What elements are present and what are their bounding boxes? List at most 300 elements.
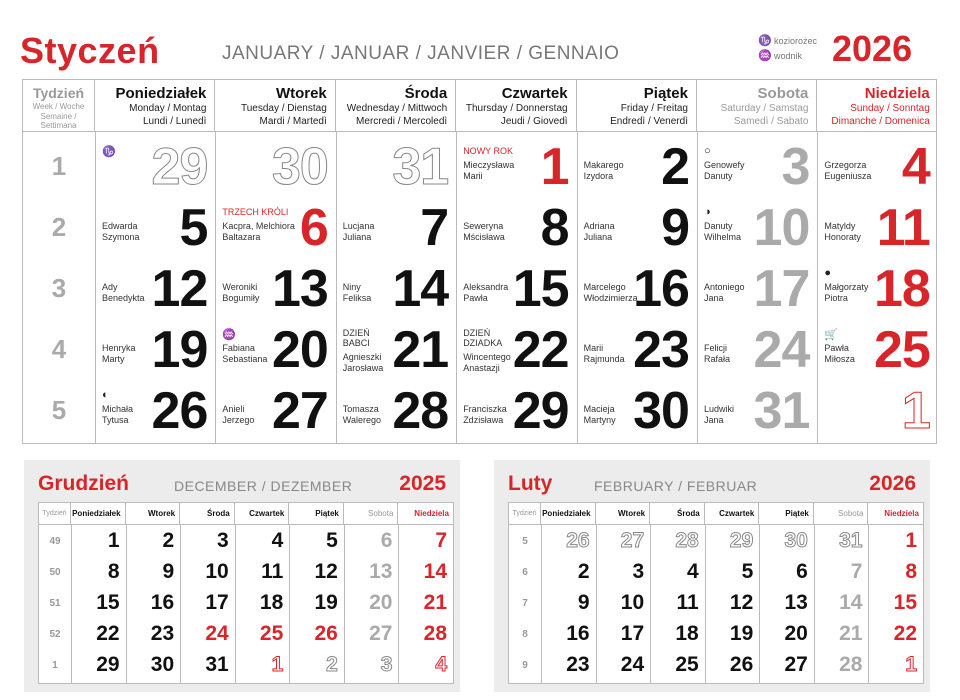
mini-day-number: 5 bbox=[326, 529, 338, 552]
full-moon-icon: ● bbox=[824, 267, 832, 279]
name-day-names bbox=[584, 221, 615, 243]
day-cell bbox=[456, 137, 576, 197]
weekday-translation: Samedì / Sabato bbox=[733, 116, 809, 127]
name-day-names bbox=[222, 404, 254, 426]
name-day-names bbox=[343, 352, 384, 374]
mini-day-number: 20 bbox=[369, 591, 393, 614]
mini-day-number: 20 bbox=[784, 622, 808, 645]
day-number: 31 bbox=[753, 382, 810, 440]
name-day: Marty bbox=[102, 354, 125, 364]
day-cell bbox=[456, 320, 576, 380]
day-cell bbox=[817, 320, 937, 380]
mini-week-number: 7 bbox=[522, 598, 528, 609]
name-day-names bbox=[704, 282, 745, 304]
day-number: 2 bbox=[661, 138, 689, 196]
day-number: 10 bbox=[753, 199, 810, 257]
mini-day-number: 3 bbox=[217, 529, 229, 552]
weekday-translation: Saturday / Samstag bbox=[720, 103, 809, 114]
day-number: 30 bbox=[271, 138, 328, 196]
mini-calendar-february bbox=[494, 460, 930, 692]
week-number: 2 bbox=[51, 212, 67, 242]
day-cell bbox=[95, 381, 215, 441]
mini-day-number: 25 bbox=[675, 653, 699, 676]
mini-day-number: 31 bbox=[839, 529, 863, 552]
name-day-names bbox=[824, 343, 855, 365]
mini-day-number: 6 bbox=[796, 560, 808, 583]
event-text: DZIEŃ bbox=[342, 328, 370, 338]
day-cell bbox=[215, 381, 335, 441]
mini-day-number: 14 bbox=[423, 560, 447, 583]
mini-calendar-table bbox=[508, 502, 924, 684]
day-cell bbox=[215, 137, 335, 197]
mini-day-number: 13 bbox=[369, 560, 393, 583]
mini-day-number: 9 bbox=[162, 560, 175, 583]
day-cell bbox=[697, 320, 817, 380]
name-day: Marii bbox=[583, 343, 604, 353]
mini-day-number: 23 bbox=[150, 622, 175, 645]
mini-day-number: 22 bbox=[893, 622, 917, 645]
mini-day-number: 26 bbox=[566, 529, 590, 552]
name-day: Mścisława bbox=[463, 232, 505, 242]
weekday-name: Środa bbox=[404, 85, 448, 102]
name-day-names bbox=[463, 282, 508, 304]
mini-day-number: 21 bbox=[839, 622, 863, 645]
mini-month-translations: DECEMBER / DEZEMBER bbox=[174, 478, 353, 494]
mini-day-number: 4 bbox=[271, 529, 284, 552]
day-cell bbox=[336, 320, 456, 380]
event-label bbox=[463, 328, 502, 348]
weekday-name: Niedziela bbox=[864, 85, 930, 102]
name-day-names bbox=[222, 221, 295, 243]
mini-day-number: 7 bbox=[435, 529, 447, 552]
weekday-translation: Endredì / Venerdì bbox=[610, 116, 688, 127]
weekday-translation: Lundi / Lunedì bbox=[143, 116, 207, 127]
mini-day-number: 30 bbox=[784, 529, 808, 552]
weekday-header-sobota bbox=[697, 80, 817, 131]
mini-day-number: 28 bbox=[675, 529, 699, 552]
aquarius-icon: ♒ bbox=[758, 50, 772, 62]
day-number: 25 bbox=[873, 321, 930, 379]
name-day-names bbox=[824, 282, 868, 304]
mini-week-number: 51 bbox=[49, 598, 61, 609]
mini-day-number: 31 bbox=[205, 653, 229, 676]
name-day: Anastazji bbox=[463, 363, 500, 373]
day-cell bbox=[817, 137, 937, 197]
name-day: Jerzego bbox=[222, 415, 255, 425]
month-grid bbox=[22, 79, 937, 444]
mini-weekday-header: Wtorek bbox=[126, 503, 181, 525]
name-day: Henryka bbox=[102, 343, 136, 353]
weekday-translation: Dimanche / Domenica bbox=[831, 116, 930, 127]
mini-day-number: 16 bbox=[150, 591, 175, 614]
day-cell bbox=[95, 320, 215, 380]
day-number: 4 bbox=[901, 138, 930, 196]
mini-week-number: 8 bbox=[522, 629, 528, 640]
name-day: Ady bbox=[102, 282, 118, 292]
day-number: 12 bbox=[151, 260, 208, 318]
name-day: Jana bbox=[704, 293, 724, 303]
mini-day-number: 17 bbox=[620, 622, 645, 645]
day-cell bbox=[697, 259, 817, 319]
zodiac-label: koziorożec bbox=[774, 36, 818, 46]
name-day: Martyny bbox=[583, 415, 616, 425]
weekday-translation: Mercredi / Mercoledì bbox=[356, 116, 448, 127]
zodiac-label: wodnik bbox=[774, 51, 803, 61]
day-number: 1 bbox=[540, 138, 569, 196]
mini-weekday-header: Poniedziałek bbox=[541, 503, 596, 525]
mini-day-number: 8 bbox=[107, 560, 120, 583]
mini-day-number: 10 bbox=[620, 591, 645, 614]
mini-day-number: 18 bbox=[259, 591, 284, 614]
event-label bbox=[343, 328, 370, 348]
mini-weekday-header: Środa bbox=[650, 503, 705, 525]
day-number: 17 bbox=[753, 260, 810, 318]
day-number: 9 bbox=[661, 199, 689, 257]
name-day-names bbox=[824, 221, 861, 243]
day-number: 6 bbox=[299, 199, 328, 257]
day-number: 3 bbox=[781, 138, 810, 196]
last-quarter-moon-icon: ◐ bbox=[102, 389, 109, 401]
name-day: Kacpra, Melchiora bbox=[222, 221, 295, 231]
name-day: Niny bbox=[342, 282, 361, 292]
name-day: Rafała bbox=[704, 354, 731, 364]
day-number: 31 bbox=[392, 138, 449, 196]
weekday-header-środa bbox=[336, 80, 456, 131]
day-cell bbox=[336, 259, 456, 319]
mini-day-number: 6 bbox=[380, 529, 393, 552]
mini-day-number: 7 bbox=[850, 560, 863, 583]
day-cell bbox=[697, 137, 817, 197]
mini-day-number: 26 bbox=[729, 653, 754, 676]
name-day-names bbox=[704, 343, 730, 365]
mini-day-number: 27 bbox=[784, 653, 808, 676]
day-cell bbox=[817, 259, 937, 319]
day-number: 19 bbox=[151, 321, 208, 379]
weekday-translation: Thursday / Donnerstag bbox=[465, 103, 568, 114]
day-number: 29 bbox=[151, 138, 208, 196]
mini-day-number: 1 bbox=[905, 529, 917, 552]
day-cell bbox=[577, 320, 697, 380]
weekday-translation: Friday / Freitag bbox=[620, 103, 688, 114]
day-cell bbox=[697, 381, 817, 441]
name-day: Ludwiki bbox=[704, 404, 735, 414]
day-cell bbox=[577, 198, 697, 258]
name-day: Wincentego bbox=[463, 352, 511, 362]
name-day: Izydora bbox=[583, 171, 614, 181]
weekday-header-week bbox=[23, 80, 95, 131]
event-text: DZIADKA bbox=[463, 338, 503, 348]
mini-weekday-header: Piątek bbox=[759, 503, 814, 525]
mini-day-number: 14 bbox=[839, 591, 863, 614]
day-number: 7 bbox=[420, 199, 449, 257]
mini-day-number: 8 bbox=[905, 560, 917, 583]
weekday-header-niedziela bbox=[817, 80, 937, 131]
name-day: Benedykta bbox=[102, 293, 145, 303]
weekday-translation: Jeudi / Giovedì bbox=[500, 116, 568, 127]
name-day: Franciszka bbox=[463, 404, 507, 414]
shopping-cart-icon: 🛒 bbox=[824, 329, 839, 341]
day-cell bbox=[336, 137, 456, 197]
mini-week-number: 9 bbox=[522, 660, 528, 671]
day-number: 29 bbox=[512, 382, 569, 440]
name-day: Eugeniusza bbox=[824, 171, 872, 181]
weekday-name: Sobota bbox=[757, 85, 809, 102]
day-number: 26 bbox=[151, 382, 208, 440]
mini-week-number: 50 bbox=[49, 567, 61, 578]
day-cell bbox=[456, 259, 576, 319]
day-number: 14 bbox=[392, 260, 449, 318]
mini-weekday-header: Piątek bbox=[289, 503, 344, 525]
name-day-names bbox=[102, 343, 136, 365]
name-day: Danuty bbox=[704, 171, 733, 181]
name-day: Edwarda bbox=[102, 221, 138, 231]
name-day: Marcelego bbox=[583, 282, 626, 292]
name-day-names bbox=[704, 404, 734, 426]
mini-day-number: 11 bbox=[261, 560, 284, 583]
mini-day-number: 24 bbox=[205, 622, 229, 645]
mini-weekday-header: Wtorek bbox=[596, 503, 651, 525]
day-number: 18 bbox=[873, 260, 930, 318]
mini-month-title: Grudzień bbox=[38, 472, 130, 495]
weekday-name: Czwartek bbox=[501, 85, 568, 102]
capricorn-icon: ♑ bbox=[758, 35, 772, 47]
mini-day-number: 4 bbox=[435, 653, 447, 676]
name-day: Antoniego bbox=[704, 282, 745, 292]
day-cell bbox=[215, 320, 335, 380]
day-cell bbox=[456, 381, 576, 441]
mini-day-number: 1 bbox=[107, 529, 120, 552]
mini-weekday-header: Sobota bbox=[814, 503, 869, 525]
name-day-names bbox=[584, 282, 638, 304]
name-day-names bbox=[222, 282, 259, 304]
mini-day-number: 23 bbox=[566, 653, 590, 676]
mini-day-number: 15 bbox=[893, 591, 917, 614]
day-number: 15 bbox=[512, 260, 569, 318]
name-day: Tomasza bbox=[342, 404, 379, 414]
mini-day-number: 15 bbox=[96, 591, 120, 614]
first-quarter-moon-icon: ◑ bbox=[704, 206, 711, 218]
name-day-names bbox=[584, 343, 625, 365]
name-day: Włodzimierza bbox=[583, 293, 638, 303]
name-day-names bbox=[704, 221, 741, 243]
day-number: 22 bbox=[512, 321, 569, 379]
name-day: Michała bbox=[102, 404, 134, 414]
mini-calendar-december bbox=[24, 460, 460, 692]
holiday-label: NOWY ROK bbox=[463, 146, 514, 156]
day-cell bbox=[336, 381, 456, 441]
holiday-label: TRZECH KRÓLI bbox=[222, 207, 289, 217]
name-day: Małgorzaty bbox=[824, 282, 869, 292]
mini-day-number: 5 bbox=[741, 560, 754, 583]
mini-weekday-header: Niedziela bbox=[398, 503, 453, 525]
name-day: Feliksa bbox=[342, 293, 372, 303]
day-number: 23 bbox=[633, 321, 689, 379]
weekday-header-row bbox=[23, 80, 936, 132]
name-day: Lucjana bbox=[342, 221, 375, 231]
day-cell bbox=[456, 198, 576, 258]
day-cell bbox=[577, 381, 697, 441]
mini-day-number: 1 bbox=[905, 653, 917, 676]
weekday-header-piątek bbox=[577, 80, 697, 131]
zodiac-aquarius bbox=[758, 49, 817, 64]
name-day: Anieli bbox=[222, 404, 245, 414]
name-day: Pawła bbox=[824, 343, 849, 353]
name-day: Jana bbox=[704, 415, 724, 425]
mini-day-number: 2 bbox=[162, 529, 175, 552]
name-day: Macieja bbox=[583, 404, 615, 414]
name-day: Juliana bbox=[583, 232, 613, 242]
name-day-names bbox=[463, 404, 507, 426]
mini-week-number: 52 bbox=[49, 629, 61, 640]
mini-day-number: 18 bbox=[675, 622, 699, 645]
week-number: 4 bbox=[51, 334, 67, 364]
name-day: Jarosława bbox=[342, 363, 384, 373]
mini-week-number: 49 bbox=[49, 536, 61, 547]
name-day: Grzegorza bbox=[824, 160, 867, 170]
mini-day-number: 12 bbox=[729, 591, 754, 614]
name-day: Adriana bbox=[583, 221, 615, 231]
name-day: Fabiana bbox=[222, 343, 255, 353]
name-day: Wilhelma bbox=[704, 232, 742, 242]
day-cell bbox=[697, 198, 817, 258]
mini-day-number: 28 bbox=[839, 653, 863, 676]
name-day-names bbox=[584, 404, 616, 426]
mini-day-number: 1 bbox=[271, 653, 284, 676]
day-number: 21 bbox=[392, 321, 449, 379]
event-text: BABCI bbox=[342, 338, 370, 348]
mini-day-number: 24 bbox=[620, 653, 645, 676]
zodiac-legend bbox=[758, 34, 817, 64]
mini-day-number: 10 bbox=[205, 560, 229, 583]
mini-day-number: 25 bbox=[259, 622, 284, 645]
zodiac-capricorn bbox=[758, 34, 817, 49]
name-day-names bbox=[704, 160, 745, 182]
event-text: DZIEŃ bbox=[463, 328, 491, 338]
day-number: 27 bbox=[271, 382, 328, 440]
weekday-name: Poniedziałek bbox=[115, 85, 207, 102]
day-number: 5 bbox=[179, 199, 208, 257]
new-moon-icon: ○ bbox=[704, 145, 711, 157]
mini-week-number: 1 bbox=[52, 660, 58, 671]
mini-day-number: 12 bbox=[314, 560, 338, 583]
mini-day-number: 19 bbox=[729, 622, 754, 645]
name-day: Matyldy bbox=[824, 221, 856, 231]
mini-weekday-header: Czwartek bbox=[235, 503, 290, 525]
mini-day-number: 4 bbox=[687, 560, 699, 583]
mini-day-number: 17 bbox=[205, 591, 229, 614]
name-day: Danuty bbox=[704, 221, 733, 231]
day-number: 24 bbox=[753, 321, 810, 379]
day-cell bbox=[817, 198, 937, 258]
mini-day-number: 26 bbox=[314, 622, 338, 645]
mini-month-translations: FEBRUARY / FEBRUAR bbox=[594, 478, 758, 494]
name-day-names bbox=[824, 160, 871, 182]
weekday-translation: Semaine / Settimana bbox=[40, 112, 77, 130]
day-number: 28 bbox=[392, 382, 449, 440]
mini-month-title: Luty bbox=[508, 472, 553, 495]
weekday-name: Tydzień bbox=[32, 85, 85, 101]
name-day: Rajmunda bbox=[583, 354, 625, 364]
week-number: 5 bbox=[51, 395, 67, 425]
day-number: 20 bbox=[271, 321, 328, 379]
day-number: 11 bbox=[876, 199, 930, 257]
mini-weekday-header: Czwartek bbox=[705, 503, 760, 525]
name-day: Szymona bbox=[102, 232, 140, 242]
name-day: Bogumiły bbox=[222, 293, 260, 303]
mini-day-number: 30 bbox=[150, 653, 175, 676]
month-title: Styczeń bbox=[20, 30, 160, 71]
name-day: Honoraty bbox=[824, 232, 861, 242]
day-cell bbox=[577, 137, 697, 197]
day-cell bbox=[215, 198, 335, 258]
aquarius-icon: ♒ bbox=[222, 329, 237, 341]
weekday-header-czwartek bbox=[456, 80, 576, 131]
name-day-names bbox=[584, 160, 624, 182]
mini-weekday-header: Środa bbox=[180, 503, 235, 525]
year-title: 2026 bbox=[832, 28, 913, 69]
name-day-names bbox=[222, 343, 267, 365]
day-number: 8 bbox=[540, 199, 569, 257]
mini-day-number: 21 bbox=[423, 591, 447, 614]
weekday-translation: Monday / Montag bbox=[129, 103, 207, 114]
mini-day-number: 28 bbox=[423, 622, 447, 645]
name-day-names bbox=[343, 282, 372, 304]
mini-day-number: 2 bbox=[326, 653, 338, 676]
weekday-name: Wtorek bbox=[275, 85, 327, 102]
mini-year: 2026 bbox=[869, 472, 916, 495]
name-day: Zdzisława bbox=[463, 415, 504, 425]
day-cell bbox=[336, 198, 456, 258]
name-day: Aleksandra bbox=[463, 282, 509, 292]
mini-day-number: 16 bbox=[566, 622, 590, 645]
name-day-names bbox=[102, 221, 140, 243]
mini-weekday-header: Tydzień bbox=[39, 503, 71, 525]
mini-day-number: 13 bbox=[784, 591, 808, 614]
month-translations: JANUARY / JANUAR / JANVIER / GENNAIO bbox=[222, 43, 620, 64]
name-day: Weroniki bbox=[222, 282, 258, 292]
weekday-header-poniedziałek bbox=[95, 80, 215, 131]
name-day: Marii bbox=[463, 171, 483, 181]
name-day-names bbox=[343, 404, 381, 426]
mini-day-number: 19 bbox=[314, 591, 338, 614]
weekday-header-wtorek bbox=[215, 80, 335, 131]
weekday-name: Piątek bbox=[643, 85, 688, 102]
name-day-names bbox=[463, 160, 514, 182]
day-cell bbox=[577, 259, 697, 319]
name-day: Mieczysława bbox=[463, 160, 515, 170]
name-day: Miłosza bbox=[824, 354, 855, 364]
mini-weekday-header: Poniedziałek bbox=[71, 503, 126, 525]
name-day: Agnieszki bbox=[342, 352, 382, 362]
mini-day-number: 2 bbox=[577, 560, 590, 583]
name-day: Felicji bbox=[704, 343, 728, 353]
name-day: Walerego bbox=[342, 415, 381, 425]
day-number: 16 bbox=[633, 260, 689, 318]
name-day: Piotra bbox=[824, 293, 848, 303]
mini-weekday-header: Tydzień bbox=[509, 503, 541, 525]
day-cell bbox=[215, 259, 335, 319]
name-day-names bbox=[463, 352, 511, 374]
day-cell bbox=[95, 259, 215, 319]
mini-day-number: 29 bbox=[96, 653, 120, 676]
name-day: Seweryna bbox=[463, 221, 504, 231]
week-number: 1 bbox=[51, 151, 67, 181]
day-cell bbox=[95, 137, 215, 197]
day-number: 13 bbox=[271, 260, 328, 318]
weekday-translation: Sunday / Sonntag bbox=[850, 103, 930, 114]
day-cell bbox=[817, 381, 937, 441]
name-day: Pawła bbox=[463, 293, 488, 303]
